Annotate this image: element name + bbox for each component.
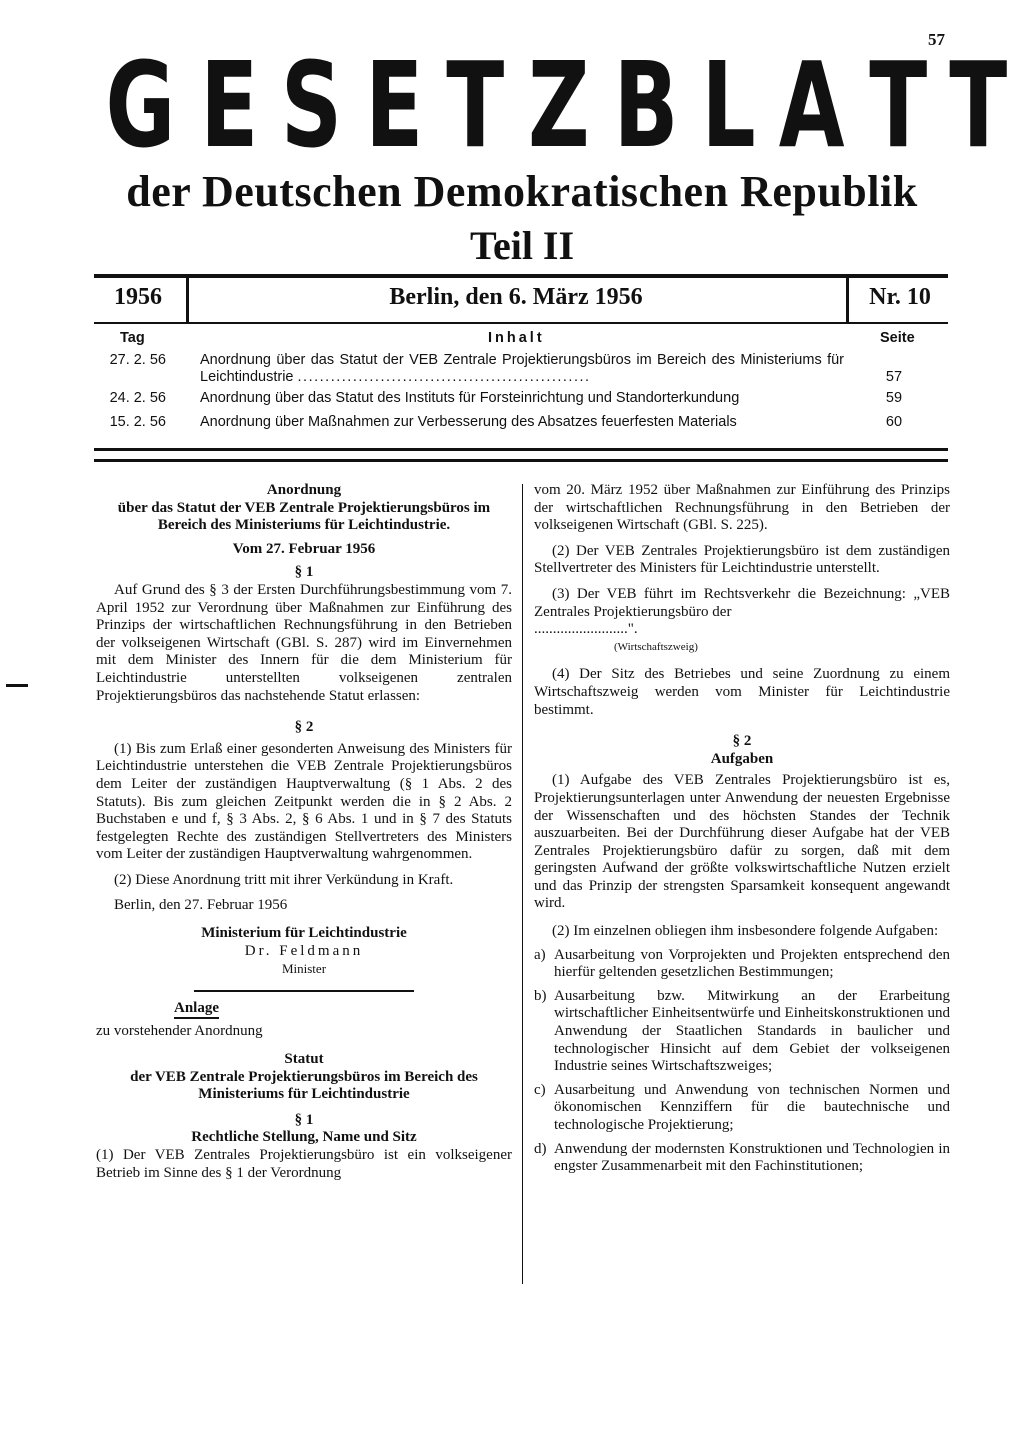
margin-mark [6,684,28,687]
contents-page: 60 [885,414,903,430]
masthead-letter: S [281,36,343,174]
signature-rule [194,990,414,992]
ordinance-subtitle: über das Statut der VEB Zentrale Projektierungsbüros im Bereich des Ministeriums für Leichtindustrie. [117,499,491,534]
designation-dots: .........................". [534,621,638,638]
contents-leader-dots: ..................................................... [297,369,591,385]
masthead-letter: E [200,36,259,174]
paragraph: vom 20. März 1952 über Maßnahmen zur Einführung des Prinzips der wirtschaftlichen Rechnungsführung in den Betrieben der volkseigenen Wirtschaft (GBl. S. 225). [534,482,950,534]
list-item [534,1141,950,1176]
list-item-text: Anwendung der modernsten Konstruktionen und Technologien in engster Zusammenarbeit mit den Fachinstitutionen; [554,1140,950,1175]
contents-header-page: Seite [880,330,915,346]
page-number: 57 [928,30,945,49]
paragraph: (2) Im einzelnen obliegen ihm insbesondere folgende Aufgaben: [552,923,939,940]
contents-date: 24. 2. 56 [109,390,166,406]
masthead-letter: G [105,36,176,174]
statute-title: Statut [284,1051,324,1068]
list-item-text: Ausarbeitung bzw. Mitwirkung an der Erarbeitung wirtschaftlicher Einheitsentwürfe und Einheitskonstruktionen und Anwendung der Staatlichen Standards in baulicher und technologischer Hinsicht auf dem Gebiet der volkseigenen Industrie seines Wirtschaftszweiges; [554,987,950,1075]
list-item-label: b) [534,987,547,1004]
masthead-letter: T [868,36,927,174]
issue-bar [94,274,948,324]
paragraph: (2) Der VEB Zentrales Projektierungsbüro ist dem zuständigen Stellvertreter des Ministers für Leichtindustrie unterstellt. [534,542,950,577]
section-label: § 2 [732,733,752,750]
contents-entry-text: Anordnung über das Statut der VEB Zentrale Projektierungsbüros im Bereich des Ministeriums für Leichtindustrie [200,352,844,385]
list-item-label: a) [534,946,546,963]
contents-entry-text: Anordnung über das Statut des Instituts für Forsteinrichtung und Standorterkundung [200,390,740,406]
signer-role: Minister [281,961,327,977]
contents-header-title: Inhalt [488,330,545,346]
masthead-subtitle: der Deutschen Demokratischen Republik [126,167,918,216]
masthead-letter: T [949,36,1008,174]
masthead-letter: L [701,36,756,174]
masthead-letter: B [613,36,679,174]
list-item-text: Ausarbeitung und Anwendung von technischen Normen und ökonomischen Kennziffern für die bautechnische und technologische Projektierung; [554,1081,950,1133]
masthead-letter: Z [527,36,590,174]
left-column [96,482,512,1182]
contents-page: 59 [885,390,903,406]
paragraph: (3) Der VEB führt im Rechtsverkehr die Bezeichnung: „VEB Zentrales Projektierungsbüro der [534,585,950,620]
issuing-ministry: Ministerium für Leichtindustrie [201,925,407,942]
contents-entry-text: Anordnung über Maßnahmen zur Verbesserung des Absatzes feuerfesten Materials [200,414,737,430]
contents-date: 15. 2. 56 [109,414,166,430]
paragraph: (1) Bis zum Erlaß einer gesonderten Anweisung des Ministers für Leichtindustrie unterstehen die VEB Zentrale Projektierungsbüros dem Leiter der zuständigen Hauptverwaltung (§ 1 Abs. 2 des Statuts). Bis zum gleichen Zeitpunkt werden die in § 2 Abs. 2 Buchstaben e und f, § 3 Abs. 2, § 6 Abs. 1 und in § 7 des Statuts festgelegten Rechte des zuständigen Stellvertreters des Ministers vom Leiter der zuständigen Hauptverwaltung wahrgenommen. [96,740,512,863]
list-item [534,947,950,982]
designation-note: (Wirtschaftszweig) [614,640,698,653]
paragraph: (2) Diese Anordnung tritt mit ihrer Verkündung in Kraft. [114,871,454,888]
place-date: Berlin, den 27. Februar 1956 [114,897,288,914]
list-item [534,1082,950,1135]
paragraph: Auf Grund des § 3 der Ersten Durchführungsbestimmung vom 7. April 1952 zur Verordnung über Maßnahmen zur Einführung des Prinzips der wirtschaftlichen Rechnungsführung in den Betrieben der volkseigenen Wirtschaft (GBl. S. 287) wird im Einvernehmen mit dem Minister des Innern für die dem Ministerium für Leichtindustrie unterstellten volkseigenen zentralen Projektierungsbüros das nachstehende Statut erlassen: [96,581,512,704]
section-double-rule [94,448,948,462]
issue-year: 1956 [114,284,162,310]
issue-number: Nr. 10 [869,284,931,310]
issue-bar-divider [846,278,849,322]
list-item-label: c) [534,1081,546,1098]
annex-subtitle: zu vorstehender Anordnung [96,1023,263,1040]
list-item-label: d) [534,1140,547,1157]
list-item [534,988,950,1076]
signer-name: Dr. Feldmann [244,942,364,959]
masthead-letter: A [779,36,845,174]
list-item-text: Ausarbeitung von Vorprojekten und Projekten entsprechend den hierfür geltenden gesetzlichen Bestimmungen; [554,946,950,981]
ordinance-title: Anordnung [266,482,342,498]
section-label: § 1 [294,564,314,581]
column-divider [522,484,523,1284]
right-column [534,482,950,1176]
section-label: § 2 [294,719,314,736]
paragraph: (1) Der VEB Zentrales Projektierungsbüro ist ein volkseigener Betrieb im Sinne des § 1 der Verordnung [96,1147,512,1181]
issue-place-date: Berlin, den 6. März 1956 [389,284,643,310]
section-label: § 1 [294,1111,314,1128]
contents-header-day: Tag [120,330,145,346]
contents-page: 57 [885,369,903,385]
statute-subtitle: der VEB Zentrale Projektierungsbüros im Bereich des Ministeriums für Leichtindustrie [130,1068,478,1103]
paragraph: (4) Der Sitz des Betriebes und seine Zuordnung zu einem Wirtschaftszweig werden vom Minister für Leichtindustrie bestimmt. [534,666,950,718]
masthead-part: Teil II [469,223,575,268]
masthead-letter: T [446,36,505,174]
ordinance-date: Vom 27. Februar 1956 [232,540,376,557]
section-heading: Aufgaben [710,750,774,767]
section-heading: Rechtliche Stellung, Name und Sitz [191,1129,417,1146]
contents-date: 27. 2. 56 [109,352,166,368]
paragraph: (1) Aufgabe des VEB Zentrales Projektierungsbüro ist es, Projektierungsunterlagen unter Anwendung der neuesten Ergebnisse der Wissenschaften und des höchsten Standes der Technik auszuarbeiten. Bei der Durchführung dieser Aufgabe hat der VEB Zentrales Projektierungsbüro dafür zu sorgen, daß mit dem geringsten Aufwand der größte volkswirtschaftliche Nutzen erzielt und das Prinzip der strengsten Sparsamkeit konsequent angewandt wird. [534,772,950,912]
contents-entry [200,352,844,386]
masthead-letter: E [365,36,424,174]
annex-label: Anlage [174,1000,219,1020]
